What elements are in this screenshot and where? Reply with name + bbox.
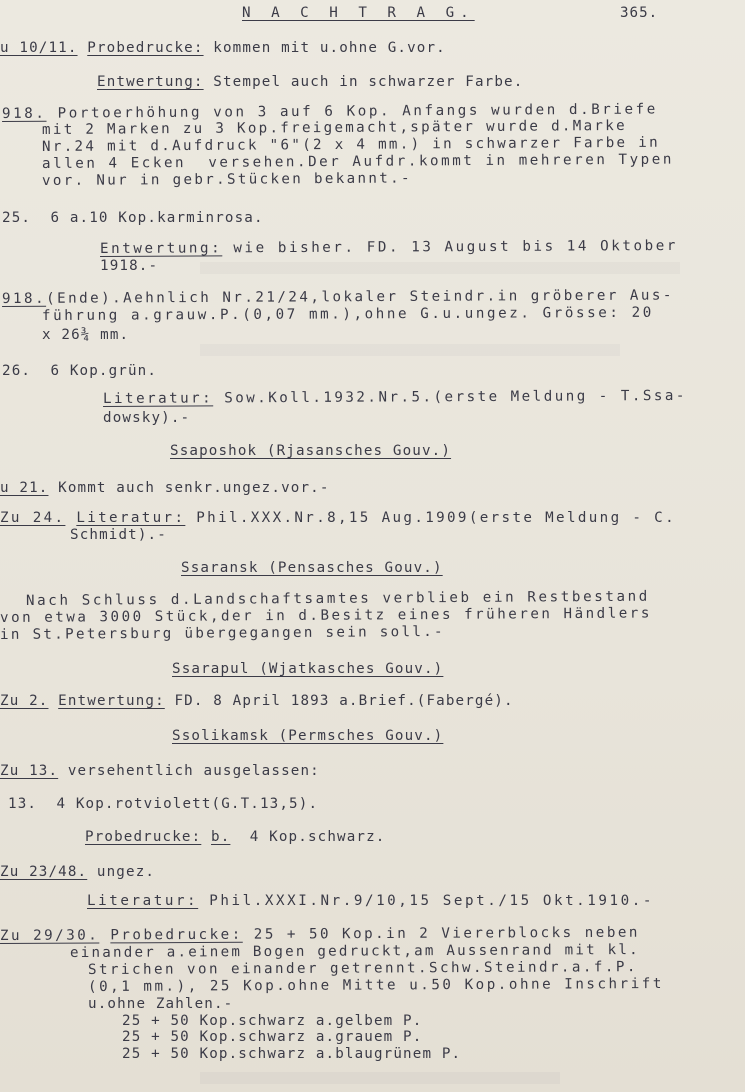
show-through-shadow [200, 344, 620, 356]
text-run: x 26¾ mm. [42, 327, 130, 343]
text-line [0, 763, 320, 779]
underlined-text: b. [211, 829, 231, 845]
text-line [0, 605, 652, 626]
text-run [65, 510, 76, 526]
text-line [100, 258, 158, 274]
text-line [103, 410, 190, 426]
underlined-text: Probedrucke: [87, 40, 204, 56]
page-header-title: N A C H T R A G. [242, 5, 475, 21]
text-line [100, 238, 678, 257]
text-line [8, 796, 318, 812]
underlined-text: Probedrucke: [85, 829, 202, 845]
text-run [48, 693, 58, 709]
text-run: kommen mit u.ohne G.vor. [203, 40, 446, 56]
text-run: führung a.grauw.P.(0,07 mm.),ohne G.u.ungez. Grösse: 20 [41, 304, 654, 324]
text-line [42, 327, 129, 343]
text-line [122, 1029, 422, 1045]
text-run: Schmidt).- [70, 527, 167, 543]
text-line [0, 864, 155, 880]
text-run [99, 927, 110, 943]
underlined-text: u 10/11. [0, 40, 78, 56]
show-through-shadow [200, 262, 680, 274]
underlined-text: Literatur: [102, 390, 214, 407]
text-line [42, 152, 674, 172]
text-run: (0,1 mm.), 25 Kop.ohne Mitte u.50 Kop.ohne Inschrift [87, 975, 664, 995]
text-run: 25 + 50 Kop.schwarz a.blaugrünem P. [122, 1046, 462, 1062]
text-run: 26. 6 Kop.grün. [2, 363, 158, 379]
text-run: wie bisher. FD. 13 August bis 14 Oktober [222, 237, 678, 257]
underlined-text: Ssolikamsk (Permsches Gouv.) [172, 728, 444, 744]
text-line [87, 893, 654, 909]
underlined-text: Zu 29/30. [0, 927, 100, 944]
underlined-text: Entwertung: [58, 693, 165, 709]
text-run: 13. 4 Kop.rotviolett(G.T.13,5). [8, 796, 319, 812]
text-run: ungez. [87, 864, 156, 880]
underlined-text: Ssarapul (Wjatkasches Gouv.) [172, 661, 444, 677]
text-run: Nach Schluss d.Landschaftsamtes verblieb ein Restbestand [25, 588, 650, 609]
text-run: Strichen von einander getrennt.Schw.Steindr.a.f.P. [87, 959, 638, 978]
text-line [70, 942, 640, 961]
text-run [201, 829, 211, 845]
text-run: 25 + 50 Kop.schwarz a.gelbem P. [122, 1013, 423, 1029]
text-line [172, 728, 443, 744]
text-run: 1918.- [100, 258, 159, 274]
text-line [42, 305, 654, 324]
underlined-text: Ssaposhok (Rjasansches Gouv.) [170, 443, 452, 459]
page-number: 365. [620, 5, 659, 21]
text-run: Stempel auch in schwarzer Farbe. [203, 74, 524, 90]
text-run: allen 4 Ecken versehen.Der Aufdr.kommt in mehreren Typen [41, 151, 674, 172]
text-run [78, 40, 88, 56]
underlined-text: u 21. [0, 480, 49, 496]
text-run: mit 2 Marken zu 3 Kop.freigemacht,später wurde d.Marke [41, 117, 627, 138]
text-line [0, 40, 446, 56]
text-line [122, 1046, 461, 1062]
underlined-text: Zu 23/48. [0, 864, 88, 880]
text-line [88, 996, 233, 1012]
text-line [0, 480, 330, 496]
text-run: 4 Kop.schwarz. [230, 829, 386, 845]
text-run: Portoerhöhung von 3 auf 6 Kop. Anfangs wurden d.Briefe [46, 101, 658, 122]
underlined-text: Probedrucke: [110, 926, 243, 944]
text-line [170, 443, 451, 459]
text-line [0, 624, 445, 643]
text-run: 25 + 50 Kop.in 2 Viererblocks neben [242, 924, 640, 943]
underlined-text: Literatur: [87, 893, 199, 909]
underlined-text: Literatur: [76, 510, 186, 526]
text-line [2, 363, 157, 379]
underlined-text: Zu 24. [0, 510, 66, 526]
text-line [122, 1013, 422, 1029]
text-run: 25. 6 a.10 Kop.karminrosa. [2, 210, 264, 226]
text-line [88, 976, 664, 995]
text-run: vor. Nur in gebr.Stücken bekannt.- [41, 170, 412, 189]
text-run: einander a.einem Bogen gedruckt,am Aussenrand mit kl. [69, 942, 640, 961]
underlined-text: Entwertung: [97, 74, 204, 90]
text-line [42, 170, 412, 189]
text-run: FD. 8 April 1893 a.Brief.(Fabergé). [164, 693, 514, 709]
text-run: Kommt auch senkr.ungez.vor.- [48, 480, 330, 496]
text-run: (Ende).Aehnlich Nr.21/24,lokaler Steindr.in gröberer Aus- [46, 287, 674, 307]
text-line [172, 661, 443, 677]
text-line [0, 693, 514, 709]
text-run: u.ohne Zahlen.- [88, 996, 234, 1012]
text-run: in St.Petersburg übergegangen sein soll.- [0, 623, 445, 643]
text-run: dowsky).- [103, 410, 191, 426]
underlined-text: 918. [1, 290, 47, 307]
text-line [2, 287, 674, 307]
text-run: Nr.24 mit d.Aufdruck "6"(2 x 4 mm.) in schwarzer Farbe in [41, 134, 660, 155]
text-line [0, 925, 640, 944]
underlined-text: Zu 2. [0, 693, 49, 709]
text-line [2, 210, 264, 226]
text-line [88, 959, 638, 978]
text-line [103, 388, 687, 407]
text-run: 25 + 50 Kop.schwarz a.grauem P. [122, 1029, 423, 1045]
underlined-text: 918. [1, 105, 47, 122]
text-run: versehentlich ausgelassen: [58, 763, 320, 779]
text-line [70, 527, 167, 543]
text-line [97, 74, 523, 90]
show-through-shadow [200, 1072, 560, 1084]
text-run: Phil.XXXI.Nr.9/10,15 Sept./15 Okt.1910.- [198, 893, 655, 909]
text-run: von etwa 3000 Stück,der in d.Besitz eines früheren Händlers [0, 605, 652, 626]
text-line [85, 829, 385, 845]
text-line [0, 510, 676, 526]
underlined-text: Zu 13. [0, 763, 59, 779]
text-run: Phil.XXX.Nr.8,15 Aug.1909(erste Meldung - C. [185, 510, 676, 526]
underlined-text: Ssaransk (Pensasches Gouv.) [181, 560, 443, 576]
underlined-text: Entwertung: [99, 240, 223, 257]
text-run: Sow.Koll.1932.Nr.5.(erste Meldung - T.Ssa- [213, 387, 687, 407]
text-line [181, 560, 443, 576]
